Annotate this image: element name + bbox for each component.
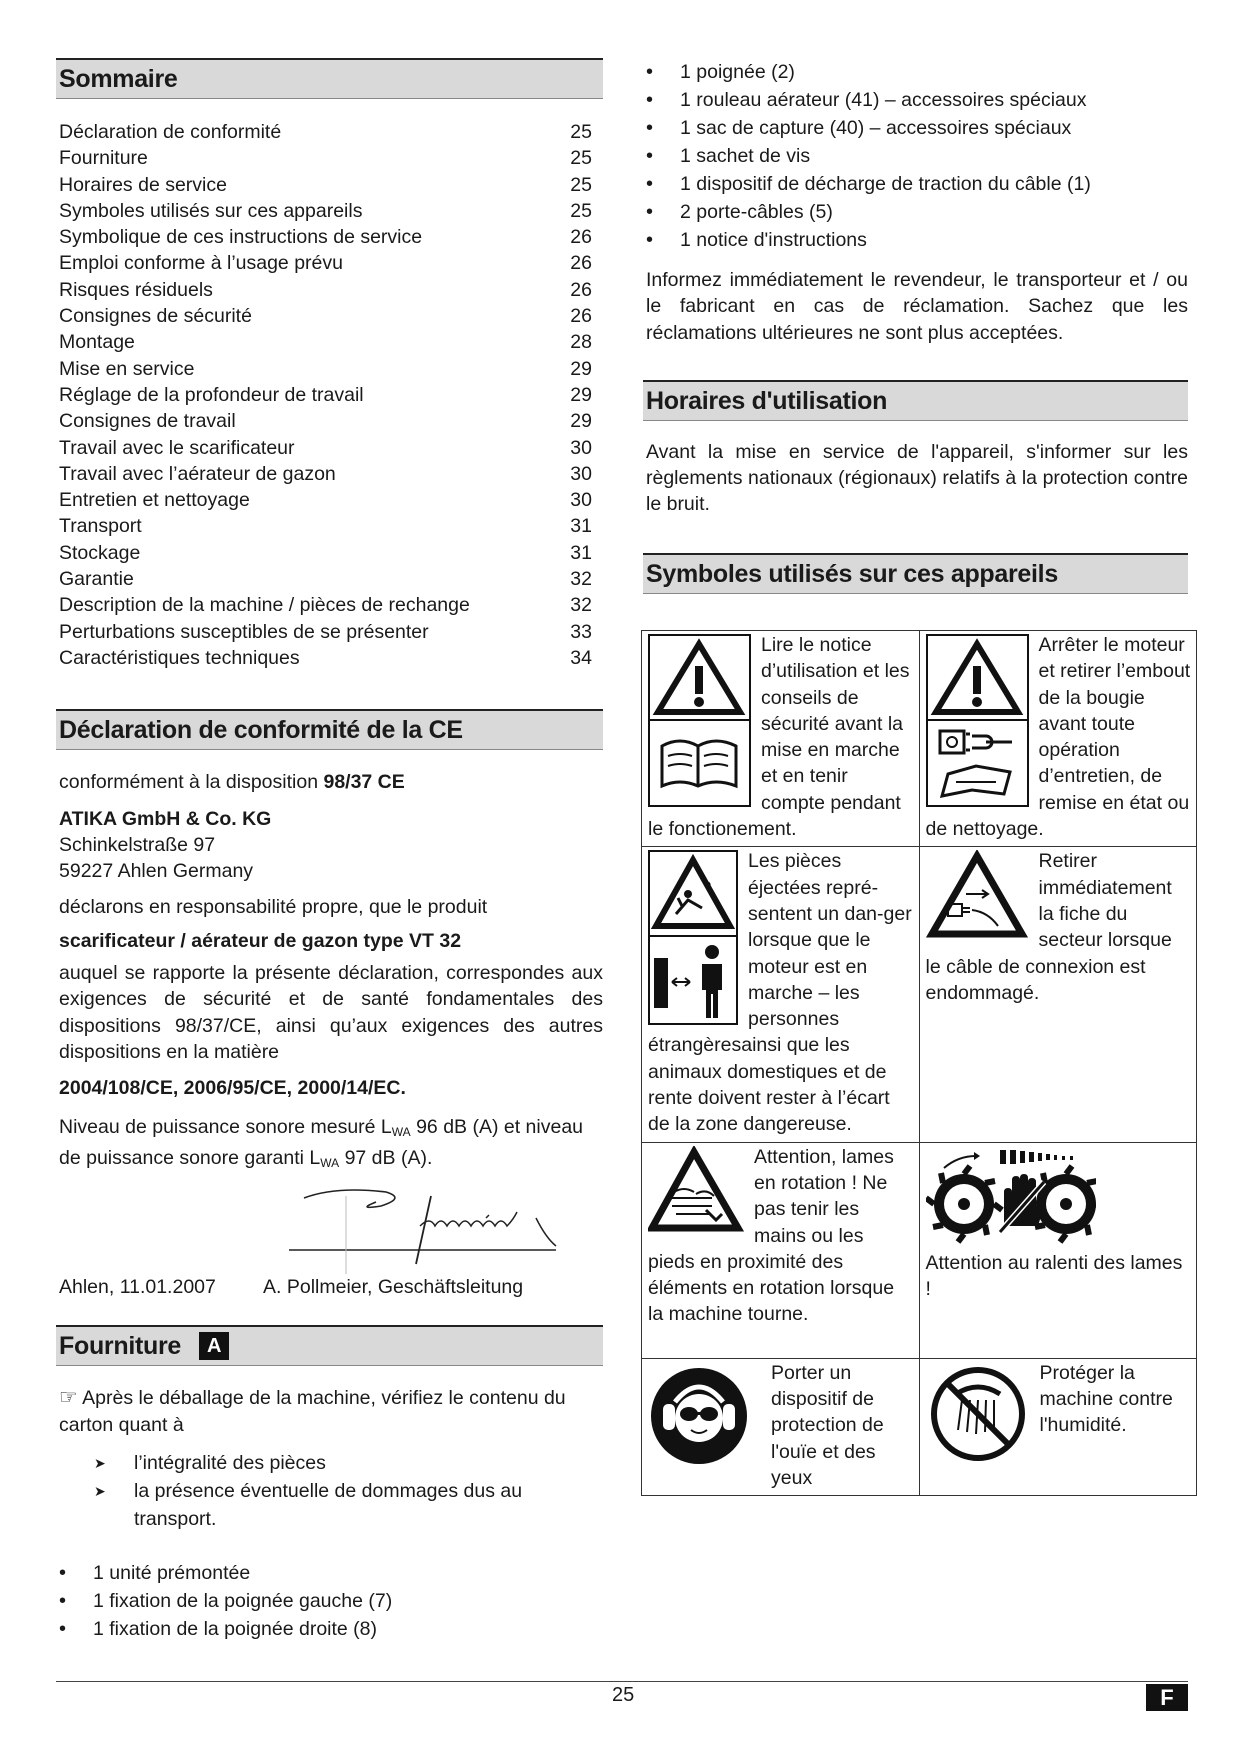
toc-page: 30 (570, 436, 592, 459)
symbol-text-blade-runoff: Attention au ralenti des lames ! (925, 1251, 1183, 1300)
ear-eye-protection-icon (649, 1366, 749, 1466)
signature-area (56, 1176, 603, 1274)
toc-page: 25 (570, 173, 592, 196)
no-humidity-icon (928, 1364, 1028, 1464)
list-item: • 1 fixation de la poignée gauche (7) (56, 1587, 603, 1615)
signatory: A. Pollmeier, Geschäftsleitung (263, 1276, 524, 1299)
toc-label: Consignes de travail (59, 410, 236, 433)
declaration-intro (56, 769, 603, 795)
toc-page: 31 (570, 515, 592, 538)
toc-page: 29 (570, 383, 592, 406)
toc-label: Perturbations susceptibles de se présenter (59, 620, 429, 643)
list-item: • 1 sachet de vis (643, 142, 1188, 170)
symbol-text-read-manual: Lire le notice d’utilisation et les conseils de sécurité avant la mise en marche et en tenir compte pendant le fonctionement. (648, 634, 910, 841)
symbol-text-rotating-blades: Attention, lames en rotation ! Ne pas tenir les mains ou les pieds en proximité des éléments en rotation lorsque la machine tourne. (648, 1145, 895, 1326)
right-column (643, 58, 1188, 594)
left-column (56, 58, 603, 1643)
toc-entry (56, 303, 603, 329)
toc-entry (56, 356, 603, 382)
symbol-cell-stop-engine (919, 631, 1197, 847)
declaration-body: auquel se rapporte la présente déclaration, correspondes aux exigences de sécurité et de santé fondamentales des dispositions 98/37/CE, ainsi qu’aux exigences des autres dispositions en la matière (59, 962, 603, 1063)
toc-page: 25 (570, 147, 592, 170)
horaires-heading: Horaires d'utilisation (643, 380, 1188, 421)
table-row (642, 631, 1197, 847)
warning-read-manual-icon (648, 634, 751, 807)
signature-line (56, 1274, 603, 1300)
toc-entry (56, 382, 603, 408)
toc-entry (56, 198, 603, 224)
toc-page: 33 (570, 620, 592, 643)
sommaire-heading: Sommaire (56, 58, 603, 99)
toc-entry (56, 250, 603, 276)
figure-a-badge: A (199, 1332, 229, 1360)
toc-page: 32 (570, 568, 592, 591)
noise-sub-2: WA (320, 1155, 340, 1170)
product-name: scarificateur / aérateur de gazon type VT 32 (59, 929, 462, 952)
toc-label: Emploi conforme à l’usage prévu (59, 252, 343, 275)
toc-entry (56, 592, 603, 618)
check-text: Après le déballage de la machine, vérifiez le contenu du carton quant à (59, 1387, 566, 1437)
warning-ejected-parts-icon (648, 850, 738, 1025)
symbol-cell-rotating-blades (642, 1142, 920, 1358)
contents-list-right (643, 58, 1188, 254)
list-item: • 1 fixation de la poignée droite (8) (56, 1615, 603, 1643)
symbol-cell-read-manual (642, 631, 920, 847)
check-item: ➤ l’intégralité des pièces (56, 1449, 603, 1477)
toc-label: Stockage (59, 541, 141, 564)
company-street: Schinkelstraße 97 (59, 833, 216, 856)
list-item: • 1 poignée (2) (643, 58, 1188, 86)
table-of-contents (56, 119, 603, 671)
directives: 2004/108/CE, 2006/95/CE, 2000/14/EC. (59, 1077, 406, 1100)
toc-page: 26 (570, 252, 592, 275)
toc-page: 29 (570, 410, 592, 433)
page-number: 25 (612, 1684, 635, 1706)
table-row (642, 847, 1197, 1142)
toc-entry (56, 487, 603, 513)
warning-unplug-cable-icon (926, 850, 1029, 940)
toc-page: 34 (570, 646, 592, 669)
symbol-cell-ejected-parts (642, 847, 920, 1142)
toc-label: Risques résiduels (59, 278, 213, 301)
toc-entry (56, 619, 603, 645)
toc-entry (56, 172, 603, 198)
symbol-table (641, 630, 1197, 1496)
fourniture-title: Fourniture (59, 1332, 181, 1361)
toc-page: 25 (570, 121, 592, 143)
noise-text-a: Niveau de puissance sonore mesuré L (59, 1115, 392, 1138)
declare-text: déclarons en responsabilité propre, que le produit (59, 896, 488, 919)
toc-label: Description de la machine / pièces de rechange (59, 594, 470, 617)
toc-label: Déclaration de conformité (59, 121, 282, 143)
warning-stop-engine-icon (926, 634, 1029, 807)
toc-label: Réglage de la profondeur de travail (59, 383, 364, 406)
symbol-cell-blade-runoff (919, 1142, 1197, 1358)
toc-entry (56, 513, 603, 539)
toc-page: 28 (570, 331, 592, 354)
table-row (642, 1358, 1197, 1495)
contents-list-left (56, 1559, 603, 1643)
company-name: ATIKA GmbH & Co. KG (59, 807, 272, 830)
noise-text-b: 96 dB (A) et niveau de puissance sonore garanti L (59, 1115, 584, 1169)
list-item: • 1 notice d'instructions (643, 226, 1188, 254)
toc-label: Garantie (59, 568, 134, 591)
list-item: • 1 rouleau aérateur (41) – accessoires spéciaux (643, 86, 1188, 114)
toc-page: 30 (570, 462, 592, 485)
symbol-cell-cable-damage (919, 847, 1197, 1142)
unpack-instruction (56, 1384, 603, 1439)
toc-label: Horaires de service (59, 173, 227, 196)
check-item: ➤ la présence éventuelle de dommages dus au transport. (56, 1477, 603, 1533)
toc-label: Fourniture (59, 147, 148, 170)
symbol-text-cable-damage: Retirer immédiatement la fiche du secteur lorsque le câble de connexion est endommagé. (925, 850, 1172, 1004)
toc-page: 26 (570, 278, 592, 301)
symboles-heading: Symboles utilisés sur ces appareils (643, 553, 1188, 594)
pointing-hand-icon: ☞ (59, 1386, 78, 1410)
toc-entry (56, 329, 603, 355)
toc-entry (56, 224, 603, 250)
toc-label: Consignes de sécurité (59, 305, 252, 328)
symbol-text-protection: Porter un dispositif de protection de l'ouïe et des yeux (771, 1361, 884, 1489)
table-row (642, 1142, 1197, 1358)
toc-label: Mise en service (59, 357, 195, 380)
list-item: • 1 unité prémontée (56, 1559, 603, 1587)
toc-entry (56, 277, 603, 303)
symbol-cell-humidity (919, 1358, 1197, 1495)
signature-image (56, 1176, 603, 1274)
footer-rule (56, 1681, 1188, 1682)
toc-page: 26 (570, 226, 592, 249)
company-city: 59227 Ahlen Germany (59, 860, 254, 883)
list-item: • 1 sac de capture (40) – accessoires spéciaux (643, 114, 1188, 142)
horaires-text: Avant la mise en service de l'appareil, s'informer sur les règlements nationaux (régionaux) relatifs à la protection contre le bruit. (646, 440, 1188, 516)
blade-runoff-icon (926, 1146, 1096, 1246)
toc-entry (56, 119, 603, 145)
toc-entry (56, 540, 603, 566)
symbol-text-ejected-parts: Les pièces éjectées repré-sentent un dan-ger lorsque que le moteur est en marche – les personnes étrangèresainsi que les animaux domestiques et de rente doivent rester à l’écart de la zone dangereuse. (648, 850, 912, 1136)
toc-entry (56, 408, 603, 434)
toc-entry (56, 645, 603, 671)
toc-label: Travail avec l’aérateur de gazon (59, 462, 336, 485)
symbol-text-stop-engine: Arrêter le moteur et retirer l’embout de la bougie avant toute opération d’entretien, de remise en état ou de nettoyage. (925, 634, 1191, 841)
toc-label: Symboles utilisés sur ces appareils (59, 199, 363, 222)
intro-text: conformément à la disposition (59, 771, 324, 794)
toc-page: 25 (570, 199, 592, 222)
toc-entry (56, 566, 603, 592)
symbol-text-humidity: Protéger la machine contre l'humidité. (1039, 1361, 1173, 1437)
toc-label: Caractéristiques techniques (59, 646, 300, 669)
intro-directive: 98/37 CE (323, 771, 405, 794)
toc-page: 32 (570, 594, 592, 617)
toc-label: Symbolique de ces instructions de service (59, 226, 423, 249)
place-date: Ahlen, 11.01.2007 (59, 1276, 216, 1299)
warning-rotating-blades-icon (648, 1146, 744, 1234)
list-item: • 2 porte-câbles (5) (643, 198, 1188, 226)
toc-page: 30 (570, 489, 592, 512)
claim-notice: Informez immédiatement le revendeur, le transporteur et / ou le fabricant en cas de réclamation. Sachez que les réclamations ultérieures ne sont plus acceptées. (646, 269, 1188, 344)
toc-label: Montage (59, 331, 135, 354)
toc-page: 29 (570, 357, 592, 380)
toc-label: Entretien et nettoyage (59, 489, 250, 512)
noise-sub-1: WA (391, 1124, 411, 1139)
noise-text-c: 97 dB (A). (339, 1146, 433, 1169)
fourniture-heading (56, 1325, 603, 1366)
check-list (56, 1449, 603, 1533)
declaration-heading: Déclaration de conformité de la CE (56, 709, 603, 750)
toc-page: 31 (570, 541, 592, 564)
list-item: • 1 dispositif de décharge de traction du câble (1) (643, 170, 1188, 198)
symbol-cell-protection (642, 1358, 920, 1495)
toc-page: 26 (570, 305, 592, 328)
toc-label: Transport (59, 515, 142, 538)
toc-label: Travail avec le scarificateur (59, 436, 295, 459)
language-badge: F (1146, 1684, 1188, 1711)
toc-entry (56, 461, 603, 487)
noise-level (56, 1114, 603, 1177)
toc-entry (56, 435, 603, 461)
toc-entry (56, 145, 603, 171)
